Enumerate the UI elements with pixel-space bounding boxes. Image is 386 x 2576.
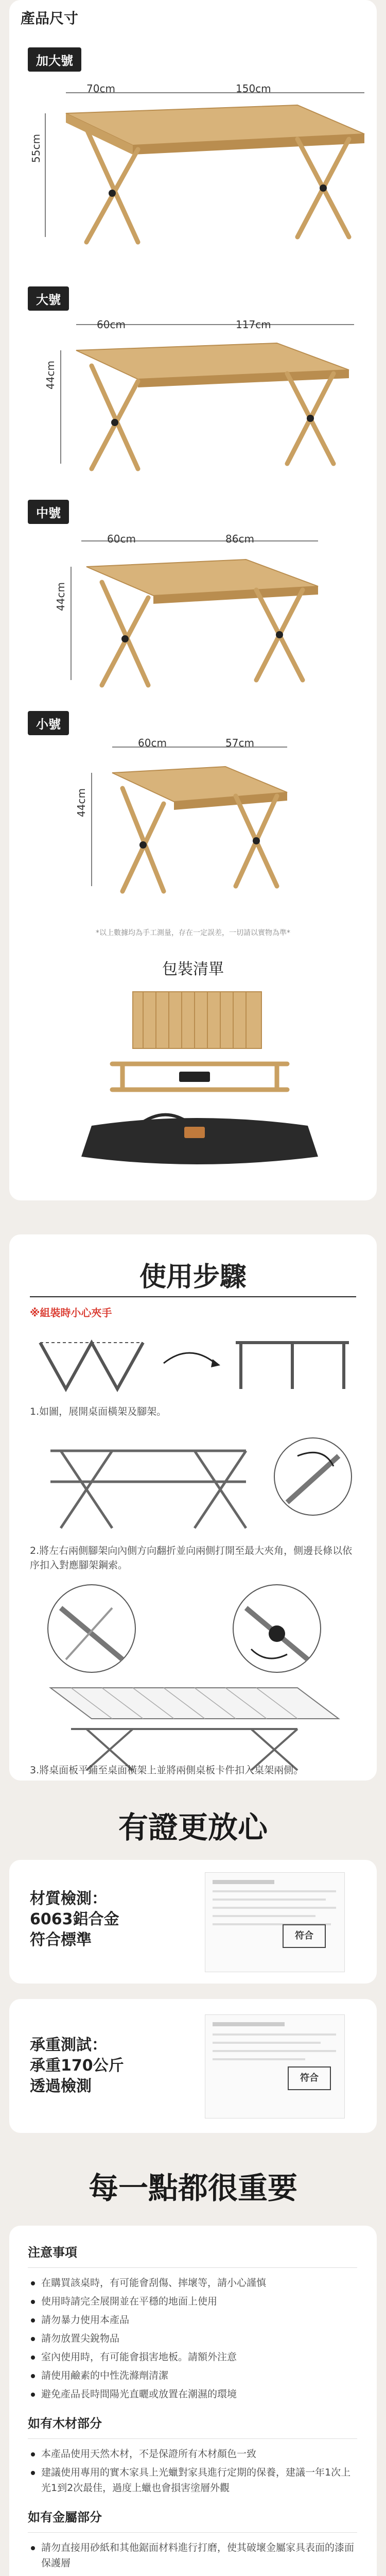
size-label-m: 中號 (28, 500, 69, 524)
usage-section-title: 使用步驟 (139, 1262, 247, 1293)
material-value: 6063鋁合金 (30, 1910, 119, 1928)
rule-item: 請勿直接用砂紙和其他鋸面材料進行打磨，使其破壞金屬家具表面的漆面保護層 (28, 2540, 357, 2571)
step2-illustration (9, 1425, 377, 1538)
rule-item (28, 2574, 357, 2576)
load-value: 承重170公斤 (30, 2057, 124, 2075)
size-card (9, 0, 377, 1200)
table-illustration-xl (9, 72, 377, 268)
usage-card (9, 1234, 377, 1781)
step2-detail-illustration (9, 1577, 377, 1680)
step3-text: 3.將桌面板平鋪至桌面橫架上並將兩側桌板卡件扣入桌架兩側。 (30, 1765, 304, 1776)
details-section-title: 每一點都很重要 (88, 2171, 297, 2206)
load-cert-card (9, 1999, 377, 2133)
rule-item: 建議使用專用的實木家具上光蠟對家具進行定期的保養，建議一年1次上光1到2次最佳，過度上蠟也會損害塗層外觀 (28, 2465, 357, 2496)
pass-stamp-1: 符合 (283, 1924, 326, 1948)
usage-title-underline (30, 1296, 356, 1297)
width-dim-l: 60cm (97, 318, 126, 331)
load-label: 承重測試： (30, 2036, 107, 2054)
length-dim-l: 117cm (236, 318, 271, 331)
pass-stamp-2: 符合 (288, 2066, 331, 2090)
height-dim-s: 44cm (75, 788, 87, 817)
width-dim-s: 60cm (138, 737, 167, 749)
step2-text: 2.將左右兩側腳架向內側方向翻折並向兩側打開至最大夾角，側邊長條以依序扣入對應腳架鋼索。 (30, 1545, 353, 1571)
length-dim-xl: 150cm (236, 82, 271, 95)
material-value-2: 符合標準 (30, 1931, 92, 1949)
size-disclaimer: *以上數據均為手工測量，存在一定誤差，一切請以實物為準* (96, 929, 290, 937)
rule-item: 使用時請完全展開並在平穩的地面上使用 (28, 2294, 357, 2309)
package-contents-illustration (9, 987, 377, 1193)
height-dim-l: 44cm (44, 361, 57, 389)
details-card (9, 2226, 377, 2576)
size-label-xl: 加大號 (28, 47, 81, 72)
table-illustration-s (9, 732, 377, 907)
load-cert-document (205, 2014, 345, 2119)
step3-illustration (9, 1672, 377, 1775)
group-title-metal: 如有金屬部分 (28, 2510, 102, 2524)
rule-item: 在購買該桌時，有可能會刮傷、摔壞等，請小心謹慎 (28, 2275, 357, 2291)
warning-text: ※組裝時小心夾手 (30, 1307, 112, 1319)
step1-text: 1.如圖，展開桌面橫架及腳架。 (30, 1406, 167, 1417)
load-value-2: 透過檢測 (30, 2077, 92, 2095)
rule-item: 本產品使用天然木材，不是保證所有木材顏色一致 (28, 2446, 357, 2462)
rule-item: 室內使用時，有可能會損害地板。請額外注意 (28, 2349, 357, 2365)
height-dim-m: 44cm (55, 582, 67, 611)
rule-item: 請勿暴力使用本產品 (28, 2312, 357, 2328)
width-dim-m: 60cm (107, 533, 136, 545)
length-dim-m: 86cm (225, 533, 254, 545)
rule-item: 避免產品長時間陽光直曬或放置在潮濕的環境 (28, 2386, 357, 2402)
material-cert-card (9, 1860, 377, 1984)
size-label-s: 小號 (28, 711, 69, 735)
group-title-wood: 如有木材部分 (28, 2416, 102, 2431)
package-section-title: 包裝清單 (162, 960, 224, 978)
cert-section-title: 有證更放心 (118, 1810, 268, 1845)
group-title-notes: 注意事項 (28, 2245, 77, 2260)
step1-illustration (9, 1322, 377, 1399)
width-dim-xl: 70cm (86, 82, 115, 95)
size-section-title: 產品尺寸 (21, 10, 79, 27)
material-cert-document (205, 1872, 345, 1972)
material-label: 材質檢測： (30, 1890, 107, 1908)
details-content (28, 2231, 357, 2576)
table-illustration-m (9, 526, 377, 706)
table-illustration-l (9, 309, 377, 489)
length-dim-s: 57cm (225, 737, 254, 749)
rule-item: 請勿放置尖銳物品 (28, 2331, 357, 2346)
height-dim-xl: 55cm (30, 134, 42, 163)
size-label-l: 大號 (28, 286, 69, 311)
rule-item: 請使用鹼素的中性洗滌劑清潔 (28, 2368, 357, 2383)
